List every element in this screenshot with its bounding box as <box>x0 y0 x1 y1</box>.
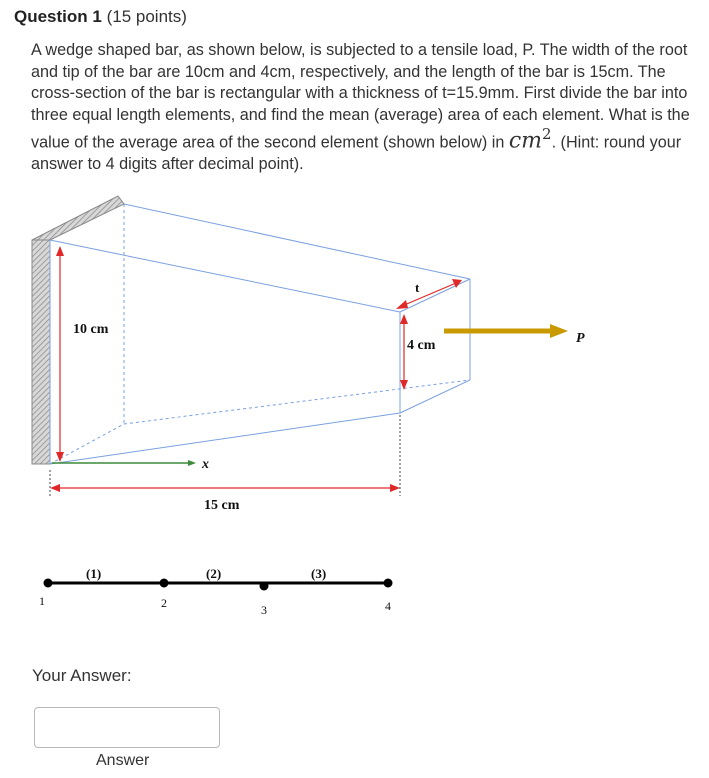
thickness-label: t <box>415 280 420 295</box>
element-model <box>39 566 393 617</box>
node-4 <box>384 579 393 588</box>
answer-input[interactable] <box>34 707 220 748</box>
node-label-4: 4 <box>385 599 391 613</box>
axis-label: x <box>202 457 209 472</box>
question-body: A wedge shaped bar, as shown below, is subjected to a tensile load, P. The width of the root and tip of the bar are 10cm and 4cm, respectively, and the length of the bar is 15cm. The cross-section of the bar is rectangular with a thickness of t=15.9mm. First divide the bar into three equal length elements, and find the mean (average) area of each element. What is the value of the average area of the second element (shown below) in <box>31 41 690 152</box>
length-label: 15 cm <box>204 498 240 513</box>
node-label-1: 1 <box>39 594 45 608</box>
root-width-label: 10 cm <box>73 322 109 337</box>
element-label-3: (3) <box>311 566 327 581</box>
node-2 <box>160 579 169 588</box>
question-hint: . (Hint: round your answer to 4 digits after decimal point). <box>31 133 682 173</box>
node-1 <box>44 579 53 588</box>
element-label-2: (2) <box>206 566 222 581</box>
unit-cm: cm <box>508 128 543 154</box>
answer-prompt: Your Answer: <box>32 666 132 685</box>
question-number: Question 1 <box>14 7 102 26</box>
thickness-dimension <box>396 279 462 309</box>
node-label-2: 2 <box>161 596 167 610</box>
wedge-outline <box>50 204 470 464</box>
answer-caption: Answer <box>96 752 150 769</box>
length-dimension <box>50 415 400 496</box>
question-points: (15 points) <box>106 7 187 26</box>
load-label: P <box>576 331 585 346</box>
unit-exponent: 2 <box>542 125 552 143</box>
node-label-3: 3 <box>261 603 267 617</box>
node-3 <box>260 582 269 591</box>
root-width-dimension <box>56 246 64 462</box>
element-label-1: (1) <box>86 566 102 581</box>
tip-width-label: 4 cm <box>407 338 436 353</box>
load-arrow <box>444 324 568 338</box>
